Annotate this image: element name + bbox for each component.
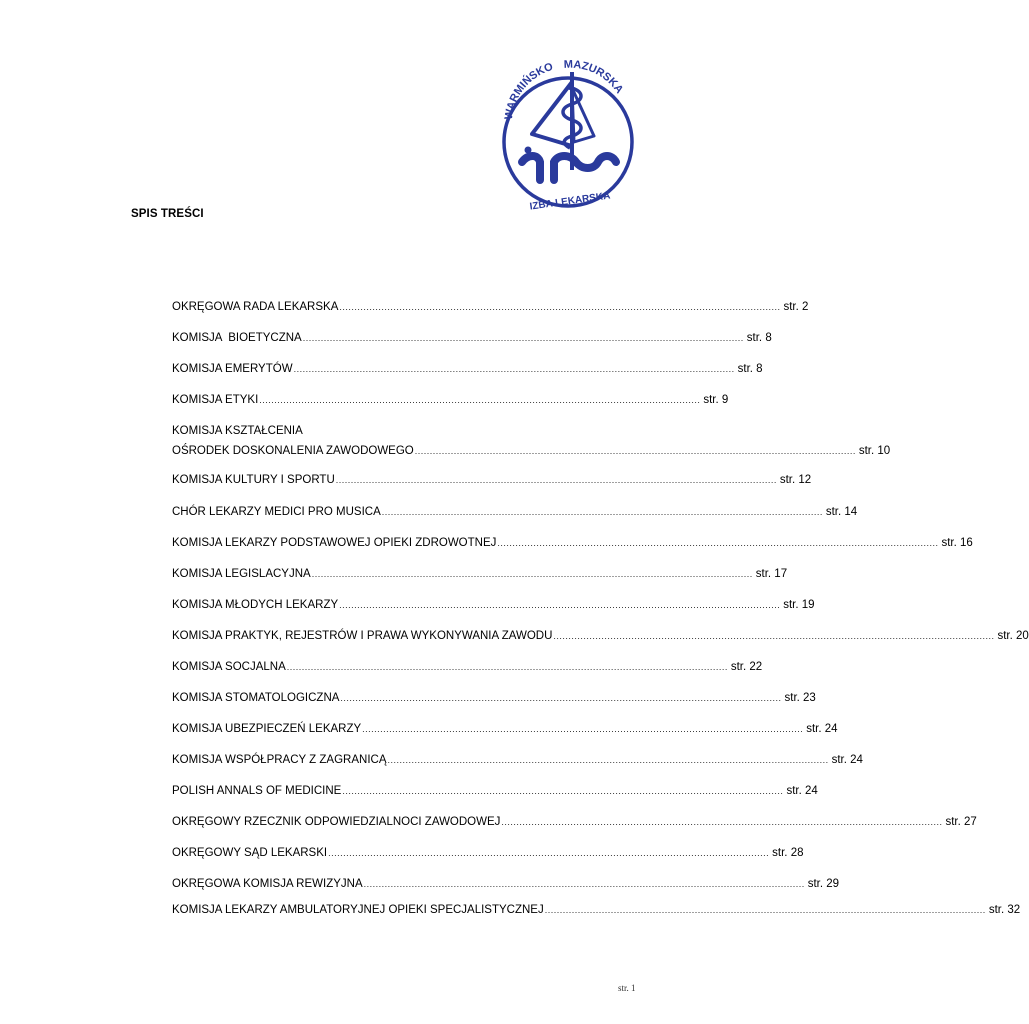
- toc-entry-page: str. 29: [807, 878, 840, 890]
- toc-entry-title: KOMISJA LEKARZY PODSTAWOWEJ OPIEKI ZDROWOTNEJ: [172, 537, 497, 549]
- toc-entry-title-line1: KOMISJA KSZTAŁCENIA: [172, 425, 303, 437]
- toc-entry-page: str. 17: [755, 568, 788, 580]
- toc-entry-title: POLISH ANNALS OF MEDICINE: [172, 785, 342, 797]
- toc-entry-title: KOMISJA KULTURY I SPORTU: [172, 474, 335, 486]
- toc-entry-title: KOMISJA ETYKI: [172, 394, 259, 406]
- toc-leader-dots: ...................................................................................................................................................: [311, 569, 753, 579]
- toc-entry[interactable]: [172, 361, 763, 377]
- toc-leader-dots: ...................................................................................................................................................: [342, 786, 784, 796]
- toc-entry-page: str. 8: [746, 332, 772, 344]
- toc-entry[interactable]: [172, 535, 973, 551]
- toc-leader-dots: ...................................................................................................................................................: [335, 475, 777, 485]
- toc-entry[interactable]: [172, 902, 1021, 918]
- toc-entry-page: str. 24: [831, 754, 863, 766]
- toc-leader-dots: ...................................................................................................................................................: [363, 879, 805, 889]
- toc-entry[interactable]: [172, 752, 863, 768]
- toc-entry[interactable]: [172, 423, 891, 459]
- toc-leader-dots: ...................................................................................................................................................: [339, 600, 781, 610]
- toc-entry-title: KOMISJA BIOETYCZNA: [172, 332, 302, 344]
- toc-entry[interactable]: [172, 721, 838, 737]
- toc-entry-title: OKRĘGOWY RZECZNIK ODPOWIEDZIALNOCI ZAWODOWEJ: [172, 816, 501, 828]
- toc-entry-title: KOMISJA LEGISLACYJNA: [172, 568, 311, 580]
- toc-leader-dots: ...................................................................................................................................................: [497, 538, 939, 548]
- toc-leader-dots: ...................................................................................................................................................: [387, 755, 829, 765]
- toc-entry[interactable]: [172, 504, 858, 520]
- toc-entry-title: KOMISJA MŁODYCH LEKARZY: [172, 599, 339, 611]
- toc-entry-page: str. 12: [779, 474, 812, 486]
- toc-leader-dots: ...................................................................................................................................................: [414, 446, 856, 456]
- toc-entry-title: KOMISJA SOCJALNA: [172, 661, 286, 673]
- toc-entry-title: OKRĘGOWA RADA LEKARSKA: [172, 301, 339, 313]
- toc-entry-page: str. 27: [945, 816, 977, 828]
- toc-leader-dots: ...................................................................................................................................................: [302, 333, 744, 343]
- toc-entry-page: str. 24: [806, 723, 838, 735]
- logo-text-bottom: IZBA LEKARSKA: [528, 190, 612, 213]
- toc-entry-title: KOMISJA EMERYTÓW: [172, 363, 293, 375]
- logo-text-top-left: WARMIŃSKO: [502, 60, 555, 121]
- toc-leader-dots: ...................................................................................................................................................: [381, 507, 823, 517]
- toc-entry[interactable]: [172, 783, 818, 799]
- toc-entry-page: str. 19: [783, 599, 815, 611]
- toc-entry-page: str. 2: [783, 301, 809, 313]
- toc-entry[interactable]: [172, 566, 788, 582]
- toc-entry[interactable]: [172, 690, 816, 706]
- toc-leader-dots: ...................................................................................................................................................: [339, 302, 781, 312]
- toc-entry-page: str. 10: [858, 445, 891, 457]
- toc-entry-title: CHÓR LEKARZY MEDICI PRO MUSICA: [172, 506, 381, 518]
- toc-entry-title: OKRĘGOWY SĄD LEKARSKI: [172, 847, 328, 859]
- toc-entry-page: str. 14: [825, 506, 858, 518]
- toc-entry[interactable]: [172, 392, 729, 408]
- logo-text-top-right: MAZURSKA: [563, 58, 626, 96]
- toc-entry[interactable]: [172, 876, 840, 892]
- toc-leader-dots: ...................................................................................................................................................: [544, 905, 986, 915]
- toc-leader-dots: ...................................................................................................................................................: [286, 662, 728, 672]
- toc-entry[interactable]: [172, 472, 812, 488]
- toc-entry-title: OŚRODEK DOSKONALENIA ZAWODOWEGO: [172, 445, 414, 457]
- toc-leader-dots: ...................................................................................................................................................: [340, 693, 782, 703]
- toc-entry[interactable]: [172, 330, 772, 346]
- toc-entry-title: KOMISJA LEKARZY AMBULATORYJNEJ OPIEKI SPECJALISTYCZNEJ: [172, 904, 544, 916]
- page-number: str. 1: [618, 983, 636, 993]
- toc-entry-page: str. 9: [703, 394, 729, 406]
- toc-entry[interactable]: [172, 845, 804, 861]
- toc-entry-title: KOMISJA UBEZPIECZEŃ LEKARZY: [172, 723, 362, 735]
- toc-entry-page: str. 28: [772, 847, 804, 859]
- toc-leader-dots: ...................................................................................................................................................: [553, 631, 995, 641]
- toc-leader-dots: ...................................................................................................................................................: [362, 724, 804, 734]
- toc-entry-page: str. 8: [737, 363, 763, 375]
- toc-entry-page: str. 22: [730, 661, 763, 673]
- toc-leader-dots: ...................................................................................................................................................: [293, 364, 735, 374]
- toc-leader-dots: ...................................................................................................................................................: [328, 848, 770, 858]
- toc-entry[interactable]: [172, 814, 977, 830]
- toc-entry-page: str. 32: [988, 904, 1021, 916]
- toc-entry-page: str. 16: [941, 537, 973, 549]
- toc-entry-page: str. 24: [786, 785, 818, 797]
- toc-entry[interactable]: [172, 597, 815, 613]
- toc-entry-title: KOMISJA PRAKTYK, REJESTRÓW I PRAWA WYKONYWANIA ZAWODU: [172, 630, 553, 642]
- toc-entry[interactable]: [172, 659, 763, 675]
- toc-entry-page: str. 20: [997, 630, 1029, 642]
- toc-leader-dots: ...................................................................................................................................................: [259, 395, 701, 405]
- toc-entry-title: KOMISJA STOMATOLOGICZNA: [172, 692, 340, 704]
- toc-entry[interactable]: [172, 299, 809, 315]
- toc-entry[interactable]: [172, 628, 1029, 644]
- toc-entry-title: KOMISJA WSPÓŁPRACY Z ZAGRANICĄ: [172, 754, 387, 766]
- chamber-logo: [498, 58, 638, 226]
- toc-entry-page: str. 23: [784, 692, 816, 704]
- toc-leader-dots: ...................................................................................................................................................: [501, 817, 943, 827]
- page-title: SPIS TREŚCI: [131, 208, 204, 220]
- toc-entry-title: OKRĘGOWA KOMISJA REWIZYJNA: [172, 878, 363, 890]
